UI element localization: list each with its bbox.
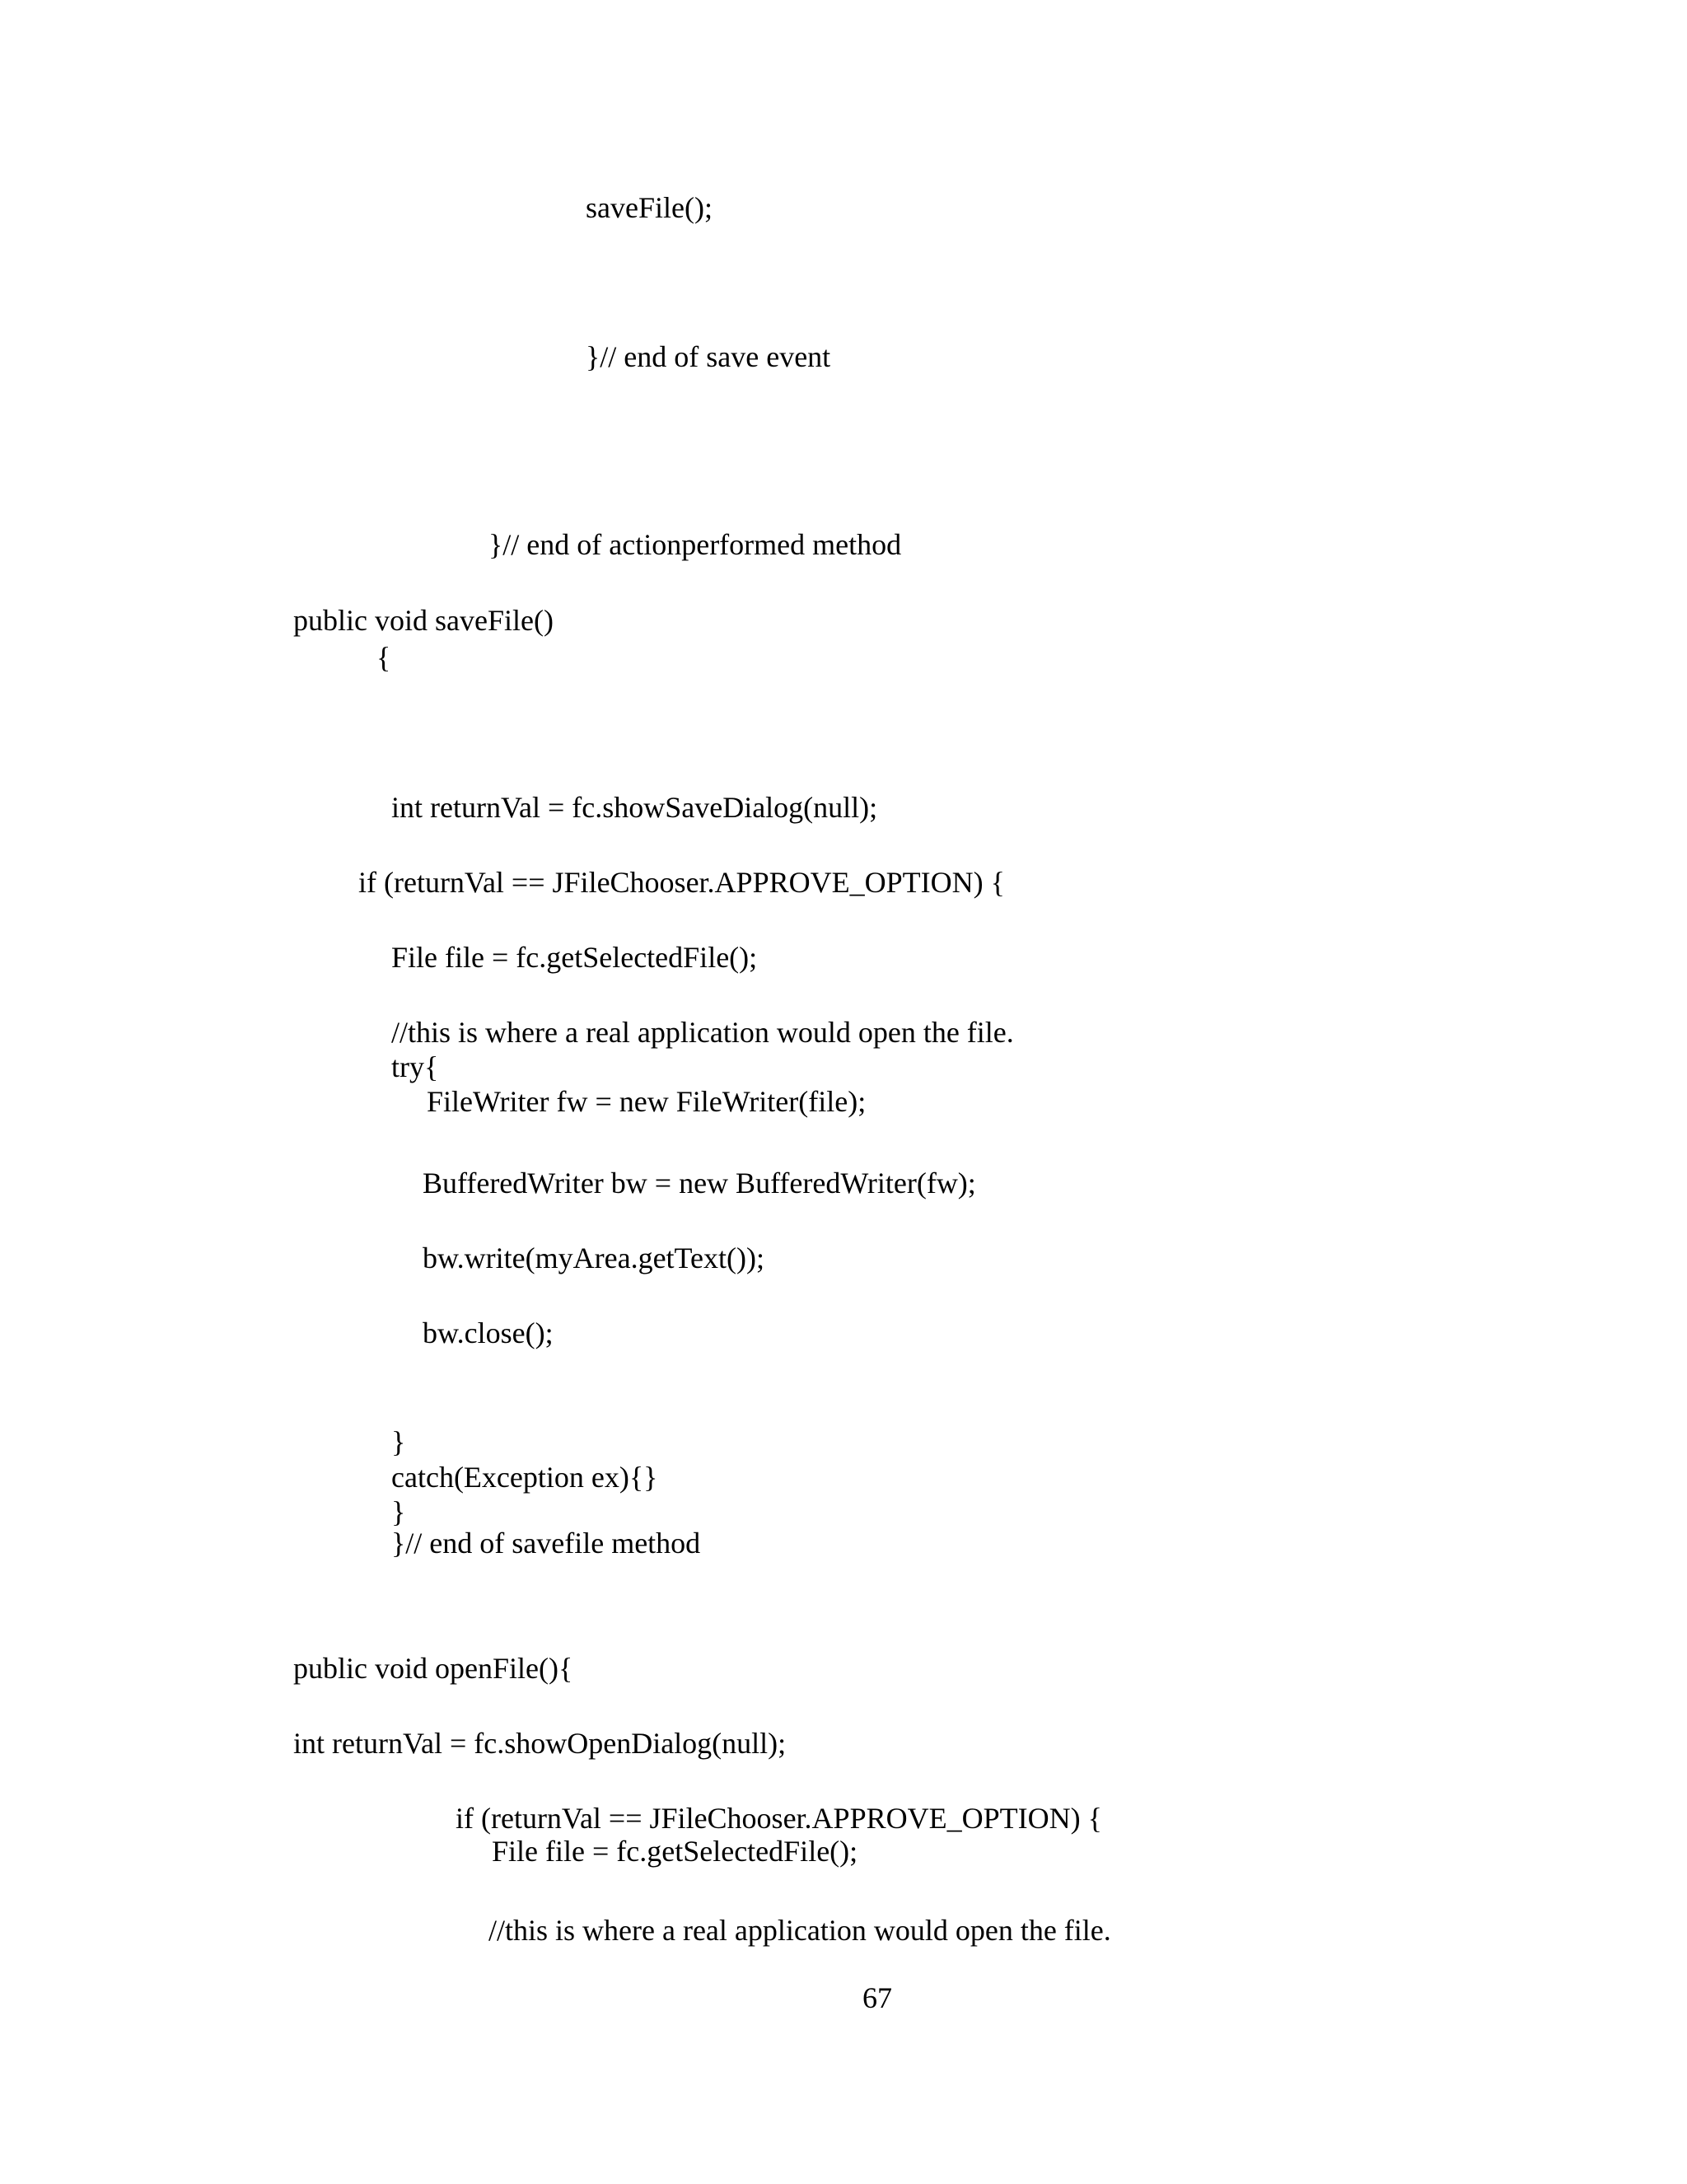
code-line: FileWriter fw = new FileWriter(file); [427, 1085, 867, 1118]
code-line: bw.close(); [423, 1316, 554, 1349]
code-line: public void saveFile() [293, 604, 554, 637]
code-line: saveFile(); [586, 191, 713, 224]
code-line: int returnVal = fc.showOpenDialog(null); [293, 1727, 787, 1760]
code-line: bw.write(myArea.getText()); [423, 1242, 764, 1274]
code-line: if (returnVal == JFileChooser.APPROVE_OPTION) { [456, 1802, 1102, 1835]
code-line: int returnVal = fc.showSaveDialog(null); [391, 791, 878, 824]
code-line: File file = fc.getSelectedFile(); [391, 941, 758, 974]
code-line: public void openFile(){ [293, 1652, 573, 1685]
code-line: //this is where a real application would open the file. [391, 1016, 1014, 1049]
code-line: }// end of save event [586, 340, 831, 373]
code-line: catch(Exception ex){} [391, 1461, 658, 1494]
code-line: }// end of savefile method [391, 1527, 701, 1560]
code-line: try{ [391, 1050, 439, 1083]
code-line: //this is where a real application would open the file. [488, 1914, 1111, 1947]
code-line: }// end of actionperformed method [488, 528, 902, 561]
code-line: BufferedWriter bw = new BufferedWriter(fw); [423, 1167, 976, 1200]
code-line: { [376, 641, 391, 674]
page-number: 67 [862, 1981, 892, 2014]
code-line: } [391, 1495, 406, 1528]
code-line: if (returnVal == JFileChooser.APPROVE_OPTION) { [358, 866, 1005, 899]
code-line: } [391, 1425, 406, 1458]
code-line: File file = fc.getSelectedFile(); [492, 1835, 858, 1868]
